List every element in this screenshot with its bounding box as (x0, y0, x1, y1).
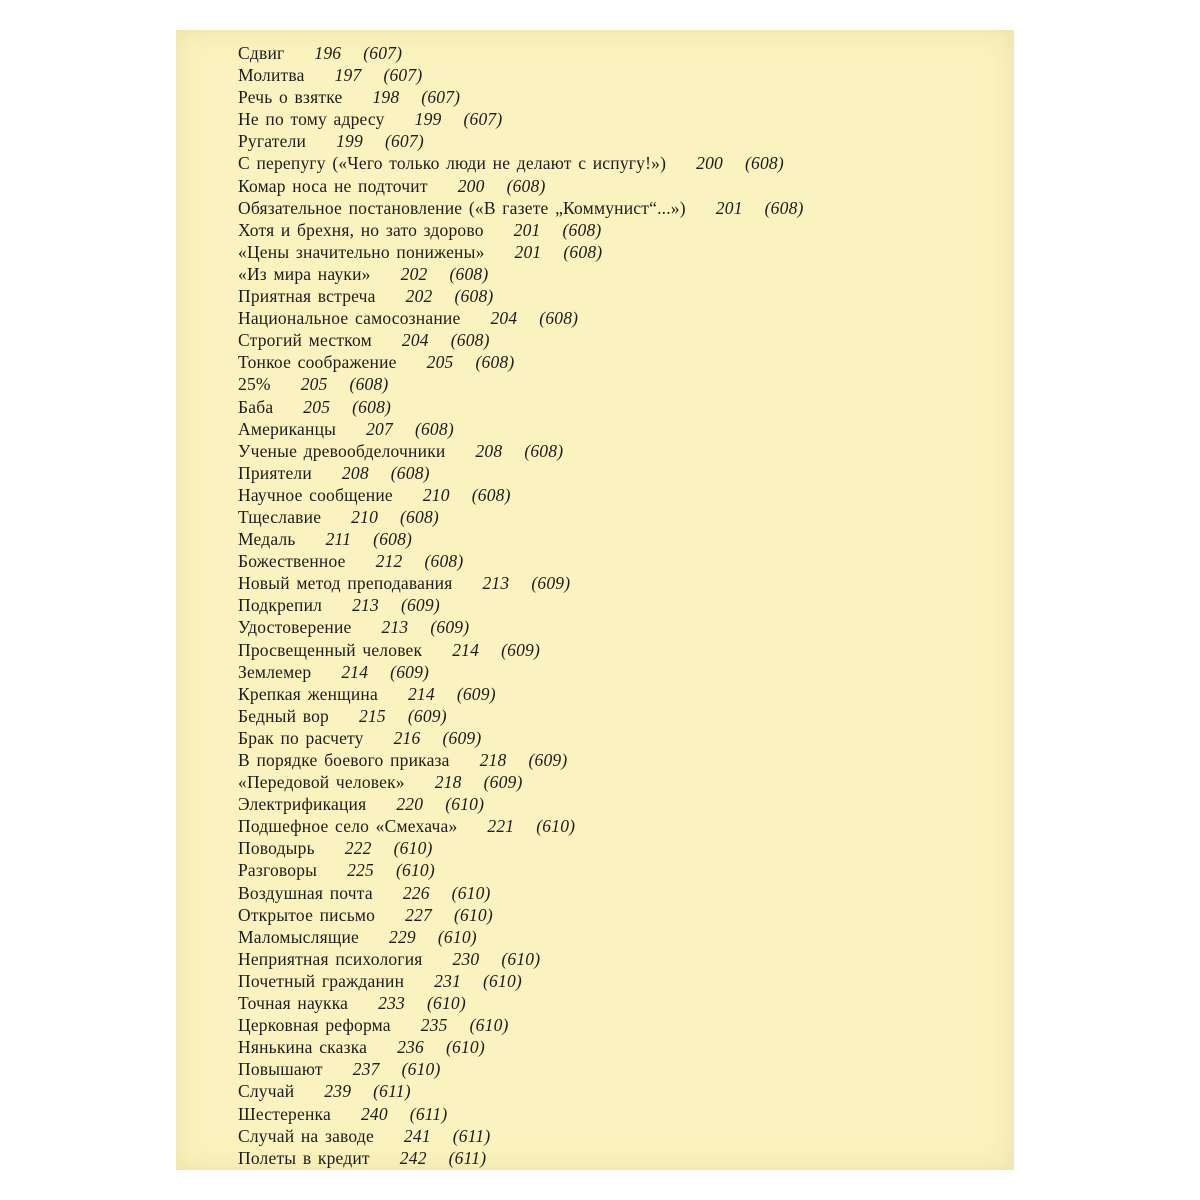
entry-page-number: 201 (715, 197, 743, 218)
entry-note-page: (608) (744, 153, 784, 174)
entry-note-page: (607) (384, 131, 424, 152)
entry-page-number: 213 (381, 617, 409, 638)
toc-entry (238, 42, 958, 64)
entry-note-page: (607) (463, 109, 503, 130)
entry-title: Научное сообщение (238, 484, 393, 505)
entry-title: Точная наукка (238, 993, 349, 1014)
entry-title: Удостоверение (238, 617, 352, 638)
entry-page-number: 216 (393, 727, 421, 748)
entry-note-page: (608) (349, 374, 389, 395)
entry-title: Комар носа не подточит (238, 175, 428, 196)
entry-title: Тонкое соображение (238, 352, 397, 373)
entry-title: Подкрепил (238, 595, 323, 616)
entry-title: Воздушная почта (238, 882, 373, 903)
entry-title: Неприятная психология (238, 948, 423, 969)
entry-page-number: 214 (341, 661, 369, 682)
toc-entry (238, 837, 958, 859)
entry-page-number: 225 (347, 860, 374, 881)
entry-page-number: 204 (401, 330, 429, 351)
toc-entry (238, 130, 958, 152)
entry-title: В порядке боевого приказа (238, 750, 450, 770)
toc-entry (238, 1147, 958, 1169)
entry-title: Ученые древообделочники (238, 440, 446, 461)
entry-note-page: (608) (563, 241, 603, 262)
toc-entry (238, 462, 958, 484)
entry-note-page: (610) (445, 1037, 485, 1058)
entry-page-number: 240 (360, 1103, 388, 1124)
toc-entry (238, 484, 958, 506)
toc-entry (238, 815, 958, 837)
toc-entry (238, 882, 958, 904)
entry-title: Молитва (238, 65, 305, 86)
entry-note-page: (608) (390, 462, 430, 483)
entry-page-number: 208 (475, 440, 503, 461)
toc-entry (238, 241, 958, 263)
entry-title: Баба (238, 396, 274, 417)
entry-title: Приятная встреча (238, 286, 376, 307)
entry-page-number: 212 (375, 551, 403, 572)
entry-note-page: (608) (450, 330, 490, 351)
entry-title: «Цены значительно понижены» (238, 241, 485, 262)
entry-page-number: 218 (479, 750, 507, 770)
entry-page-number: 200 (696, 153, 723, 174)
entry-note-page: (610) (437, 926, 477, 947)
entry-page-number: 241 (403, 1125, 431, 1146)
toc-entry (238, 616, 958, 638)
entry-note-page: (609) (390, 661, 430, 682)
toc-entry (238, 705, 958, 727)
entry-title: Брак по расчету (238, 727, 364, 748)
toc-entry (238, 263, 958, 285)
entry-note-page: (608) (524, 440, 564, 461)
entry-note-page: (610) (445, 794, 485, 815)
entry-page-number: 236 (397, 1037, 424, 1058)
entry-page-number: 202 (405, 286, 433, 307)
entry-note-page: (610) (451, 882, 491, 903)
entry-note-page: (610) (453, 904, 493, 925)
entry-note-page: (610) (536, 816, 576, 837)
entry-title: Шестеренка (238, 1103, 331, 1124)
entry-note-page: (608) (471, 484, 511, 505)
entry-title: Церковная реформа (238, 1015, 391, 1036)
entry-title: Поводырь (238, 838, 315, 859)
toc-entry (238, 440, 958, 462)
entry-page-number: 211 (325, 529, 352, 550)
entry-note-page: (608) (400, 506, 439, 527)
entry-page-number: 218 (434, 772, 462, 793)
entry-title: Бедный вор (238, 705, 329, 726)
entry-page-number: 214 (452, 639, 480, 660)
entry-title: Маломыслящие (238, 926, 360, 947)
table-of-contents (238, 42, 958, 1169)
toc-entry (238, 175, 958, 197)
entry-title: Электрификация (238, 794, 367, 815)
entry-page-number: 227 (405, 904, 432, 925)
entry-page-number: 210 (422, 484, 450, 505)
entry-note-page: (607) (421, 87, 461, 108)
toc-entry (238, 329, 958, 351)
entry-note-page: (610) (427, 993, 466, 1014)
toc-entry (238, 1103, 958, 1125)
toc-entry (238, 661, 958, 683)
entry-note-page: (608) (562, 219, 602, 240)
entry-page-number: 233 (378, 993, 405, 1014)
toc-entry (238, 771, 958, 793)
entry-note-page: (608) (764, 197, 804, 218)
entry-note-page: (609) (483, 772, 523, 793)
entry-note-page: (609) (407, 705, 447, 726)
entry-title: «Передовой человек» (238, 772, 405, 793)
entry-page-number: 214 (407, 683, 435, 704)
toc-entry (238, 506, 958, 528)
entry-note-page: (608) (414, 418, 454, 439)
entry-page-number: 239 (324, 1081, 352, 1102)
entry-page-number: 201 (514, 241, 542, 262)
entry-page-number: 230 (452, 948, 480, 969)
entry-page-number: 199 (414, 109, 442, 130)
entry-page-number: 221 (487, 816, 515, 837)
entry-page-number: 199 (336, 131, 363, 152)
entry-page-number: 198 (372, 87, 400, 108)
entry-title: Полеты в кредит (238, 1147, 370, 1168)
entry-title: Обязательное постановление («В газете „Коммунист“...») (238, 197, 686, 218)
entry-note-page: (608) (454, 286, 494, 307)
toc-entry (238, 948, 958, 970)
entry-title: Крепкая женщина (238, 683, 378, 704)
toc-entry (238, 307, 958, 329)
entry-title: Тщеславие (238, 506, 322, 527)
entry-note-page: (608) (373, 529, 413, 550)
entry-note-page: (609) (456, 683, 496, 704)
toc-entry (238, 1036, 958, 1058)
toc-entry (238, 970, 958, 992)
entry-title: Хотя и брехня, но зато здорово (238, 219, 484, 240)
entry-note-page: (609) (430, 617, 470, 638)
entry-note-page: (608) (449, 263, 489, 284)
entry-title: Подшефное село «Смехача» (238, 816, 458, 837)
toc-entry (238, 1058, 958, 1080)
entry-title: Ругатели (238, 131, 307, 152)
toc-entry (238, 64, 958, 86)
entry-page-number: 242 (399, 1147, 427, 1168)
entry-title: Просвещенный человек (238, 639, 423, 660)
entry-note-page: (609) (501, 639, 540, 660)
toc-entry (238, 594, 958, 616)
entry-note-page: (609) (442, 727, 482, 748)
entry-page-number: 220 (396, 794, 424, 815)
entry-note-page: (611) (373, 1081, 411, 1102)
entry-title: Божественное (238, 551, 346, 572)
entry-note-page: (610) (483, 970, 522, 991)
entry-note-page: (608) (475, 352, 515, 373)
entry-title: 25% (238, 374, 271, 395)
entry-page-number: 215 (359, 705, 386, 726)
entry-title: Медаль (238, 529, 296, 550)
toc-entry (238, 793, 958, 815)
entry-page-number: 202 (400, 263, 428, 284)
entry-note-page: (611) (409, 1103, 448, 1124)
toc-entry (238, 1014, 958, 1036)
entry-page-number: 222 (344, 838, 372, 859)
entry-note-page: (610) (501, 948, 541, 969)
entry-title: Новый метод преподавания (238, 573, 453, 594)
entry-note-page: (610) (401, 1059, 441, 1080)
entry-page-number: 237 (352, 1059, 380, 1080)
toc-entry (238, 197, 958, 219)
entry-note-page: (610) (469, 1015, 509, 1036)
entry-title: Почетный гражданин (238, 970, 405, 991)
entry-page-number: 226 (402, 882, 430, 903)
toc-entry (238, 572, 958, 594)
entry-note-page: (607) (383, 65, 423, 86)
entry-title: Сдвиг (238, 43, 285, 63)
entry-note-page: (608) (506, 175, 546, 196)
entry-note-page: (609) (531, 573, 571, 594)
entry-page-number: 210 (351, 506, 379, 527)
toc-entry (238, 152, 958, 174)
toc-entry (238, 639, 958, 661)
entry-title: Не по тому адресу (238, 109, 385, 130)
entry-title: Открытое письмо (238, 904, 376, 925)
entry-page-number: 229 (389, 926, 416, 947)
entry-page-number: 213 (352, 595, 379, 616)
entry-page-number: 205 (300, 374, 328, 395)
toc-entry (238, 396, 958, 418)
entry-title: Разговоры (238, 860, 318, 881)
toc-entry (238, 219, 958, 241)
entry-page-number: 205 (426, 352, 454, 373)
toc-entry (238, 418, 958, 440)
toc-entry (238, 285, 958, 307)
entry-page-number: 207 (366, 418, 393, 439)
entry-title: Землемер (238, 661, 312, 682)
entry-page-number: 200 (457, 175, 485, 196)
entry-page-number: 205 (303, 396, 331, 417)
toc-entry (238, 992, 958, 1014)
entry-note-page: (609) (528, 750, 568, 770)
toc-entry (238, 859, 958, 881)
entry-title: Национальное самосознание (238, 308, 461, 329)
entry-note-page: (608) (424, 551, 464, 572)
toc-entry (238, 1080, 958, 1102)
entry-title: Повышают (238, 1059, 323, 1080)
toc-entry (238, 108, 958, 130)
entry-page-number: 201 (513, 219, 541, 240)
entry-title: Строгий местком (238, 330, 372, 351)
entry-title: С перепугу («Чего только люди не делают с испугу!») (238, 153, 667, 174)
entry-page-number: 213 (482, 573, 510, 594)
toc-entry (238, 749, 958, 771)
toc-entry (238, 373, 958, 395)
entry-title: «Из мира науки» (238, 263, 371, 284)
entry-title: Нянькина сказка (238, 1037, 368, 1058)
toc-entry (238, 926, 958, 948)
entry-note-page: (610) (395, 860, 435, 881)
toc-entry (238, 904, 958, 926)
entry-title: Случай (238, 1081, 295, 1102)
entry-page-number: 231 (434, 970, 462, 991)
entry-title: Приятели (238, 462, 312, 483)
entry-page-number: 235 (420, 1015, 448, 1036)
toc-entry (238, 351, 958, 373)
entry-note-page: (607) (363, 43, 403, 63)
toc-entry (238, 727, 958, 749)
entry-page-number: 197 (334, 65, 362, 86)
entry-note-page: (609) (400, 595, 440, 616)
entry-note-page: (610) (393, 838, 433, 859)
toc-entry (238, 683, 958, 705)
toc-entry (238, 86, 958, 108)
entry-note-page: (608) (539, 308, 579, 329)
entry-note-page: (611) (448, 1147, 487, 1168)
entry-title: Случай на заводе (238, 1125, 374, 1146)
toc-entry (238, 1125, 958, 1147)
toc-entry (238, 550, 958, 572)
entry-page-number: 208 (341, 462, 369, 483)
entry-page-number: 196 (314, 43, 342, 63)
entry-title: Речь о взятке (238, 87, 343, 108)
entry-title: Американцы (238, 418, 337, 439)
entry-note-page: (608) (352, 396, 392, 417)
entry-note-page: (611) (452, 1125, 491, 1146)
entry-page-number: 204 (490, 308, 518, 329)
toc-entry (238, 528, 958, 550)
